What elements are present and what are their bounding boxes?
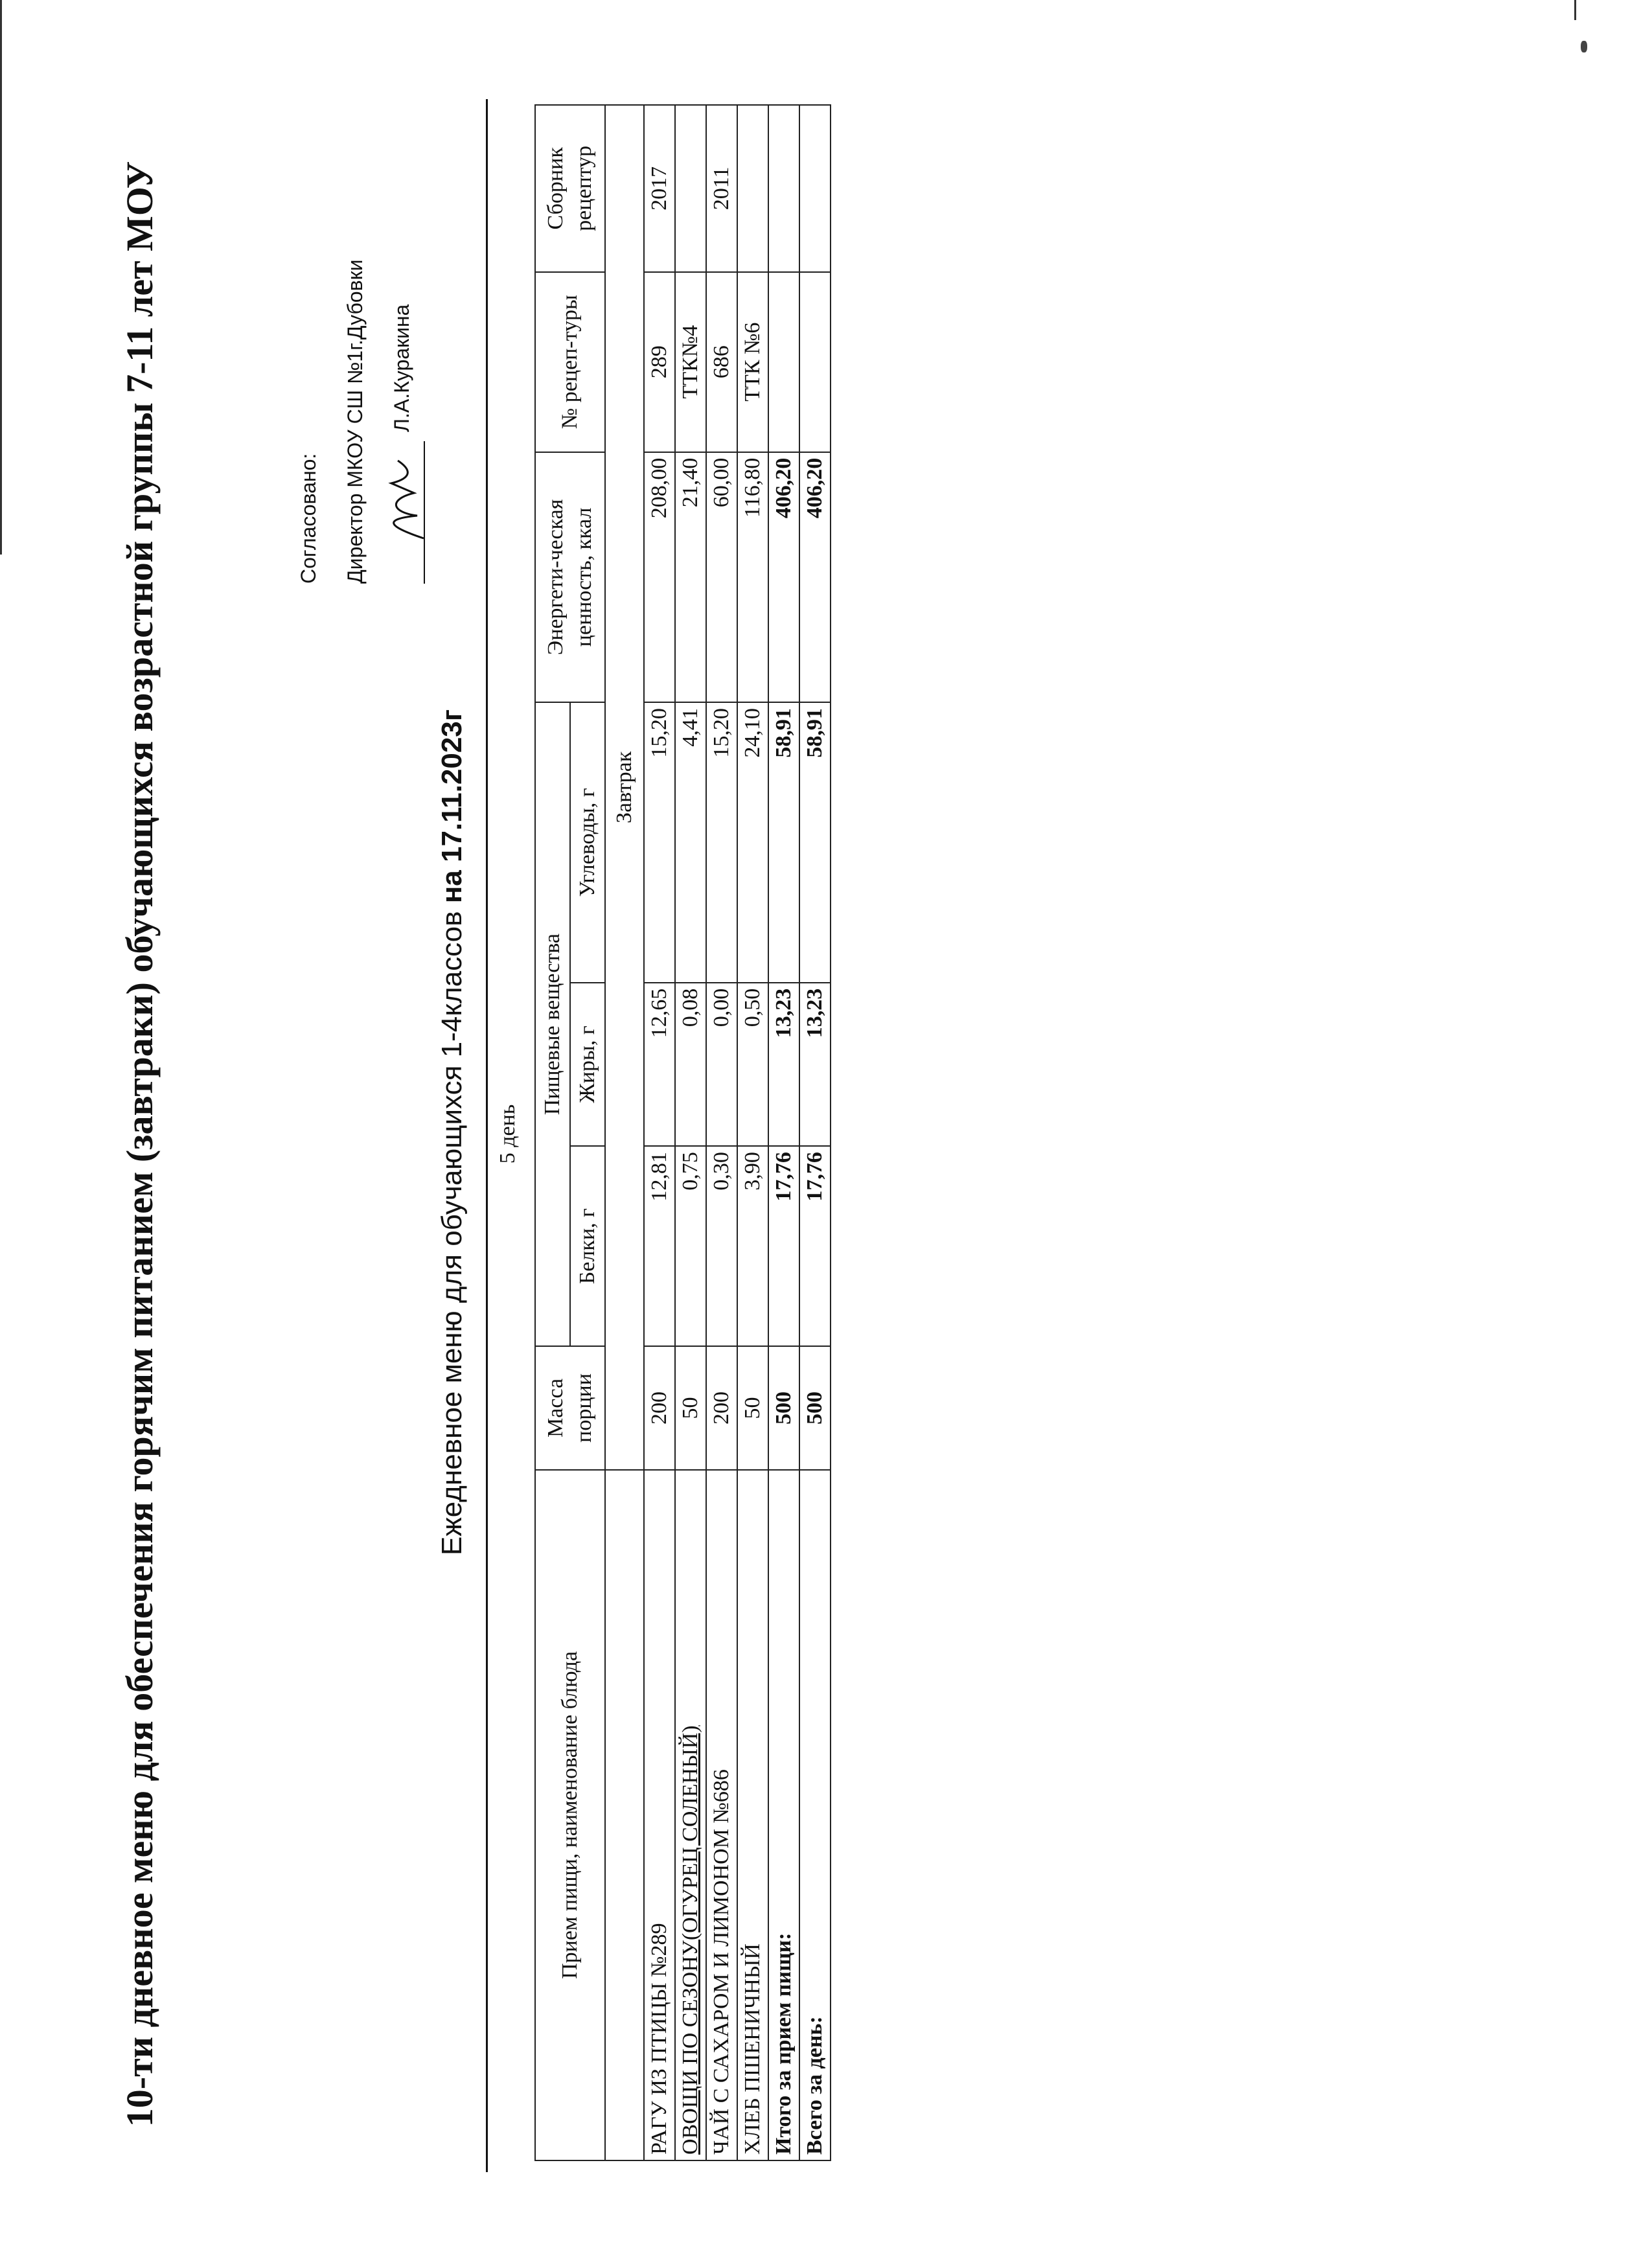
total-row [799, 105, 831, 2160]
signature-line [398, 441, 425, 584]
subtotal-row [768, 105, 799, 2160]
energy: 116,80 [737, 452, 768, 702]
document-title: 10-ти дневное меню для обеспечения горячим питанием (завтраки) обучающихся возрастной группы 7-11 лет МОУ [119, 161, 161, 2127]
fats: 13,23 [768, 983, 799, 1146]
recipe-no: 289 [644, 272, 675, 452]
carbs: 58,91 [799, 702, 831, 983]
table-row [644, 105, 675, 2160]
carbs: 15,20 [644, 702, 675, 983]
energy: 406,20 [768, 452, 799, 702]
header-rule [486, 99, 488, 2172]
fats: 12,65 [644, 983, 675, 1146]
mass: 200 [644, 1346, 675, 1470]
carbs: 24,10 [737, 702, 768, 983]
table-row [706, 105, 737, 2160]
table-row [737, 105, 768, 2160]
fats: 0,00 [706, 983, 737, 1146]
dish-name: ХЛЕБ ПШЕНИЧНЫЙ [737, 1470, 768, 2160]
col-energy: Энергети-ческая ценность, ккал [535, 452, 605, 702]
fats: 13,23 [799, 983, 831, 1146]
proteins: 3,90 [737, 1146, 768, 1346]
mass: 50 [737, 1346, 768, 1470]
recipe-no: ТТК №6 [737, 272, 768, 452]
dish-name: ОВОЩИ ПО СЕЗОНУ(ОГУРЕЦ СОЛЕНЫЙ) [675, 1470, 706, 2160]
col-carbs: Углеводы, г [570, 702, 605, 983]
mass: 50 [675, 1346, 706, 1470]
menu-date: на 17.11.2023г [436, 709, 468, 904]
scan-speck [1581, 41, 1587, 52]
menu-title-text: Ежедневное меню для обучающихся 1-4классов [436, 911, 468, 1555]
col-nutrients: Пищевые вещества [535, 702, 570, 1346]
collection: 2011 [706, 105, 737, 272]
carbs: 4,41 [675, 702, 706, 983]
fats: 0,08 [675, 983, 706, 1146]
signature-row [378, 130, 425, 584]
subtotal-label: Итого за прием пищи: [768, 1470, 799, 2160]
energy: 21,40 [675, 452, 706, 702]
section-label: Завтрак [605, 105, 644, 1470]
approval-position: Директор МКОУ СШ №1г.Дубовки [343, 259, 367, 584]
menu-table [534, 104, 831, 2161]
approval-name: Л.А.Куракина [390, 304, 413, 432]
proteins: 0,30 [706, 1146, 737, 1346]
signature-scribble [378, 454, 430, 545]
collection [675, 105, 706, 272]
section-row [605, 105, 644, 2160]
recipe-no: 686 [706, 272, 737, 452]
fats: 0,50 [737, 983, 768, 1146]
scan-line [0, 0, 2, 555]
col-recipe-no: № рецеп-туры [535, 272, 605, 452]
mass: 500 [799, 1346, 831, 1470]
table-row [675, 105, 706, 2160]
dish-name: ЧАЙ С САХАРОМ И ЛИМОНОМ №686 [706, 1470, 737, 2160]
mass: 500 [768, 1346, 799, 1470]
approval-block [285, 130, 425, 584]
carbs: 15,20 [706, 702, 737, 983]
dish-name: РАГУ ИЗ ПТИЦЫ №289 [644, 1470, 675, 2160]
scan-line [1574, 0, 1576, 20]
energy: 208,00 [644, 452, 675, 702]
col-dish: Прием пищи, наименование блюда [535, 1470, 605, 2160]
proteins: 0,75 [675, 1146, 706, 1346]
energy: 60,00 [706, 452, 737, 702]
header-row [535, 105, 570, 2160]
collection: 2017 [644, 105, 675, 272]
total-label: Всего за день: [799, 1470, 831, 2160]
energy: 406,20 [799, 452, 831, 702]
carbs: 58,91 [768, 702, 799, 983]
recipe-no: ТТК№4 [675, 272, 706, 452]
menu-title [434, 709, 470, 1555]
day-label: 5 день [496, 1104, 520, 1164]
proteins: 17,76 [768, 1146, 799, 1346]
proteins: 12,81 [644, 1146, 675, 1346]
mass: 200 [706, 1346, 737, 1470]
approval-label: Согласовано: [297, 453, 320, 584]
proteins: 17,76 [799, 1146, 831, 1346]
col-collection: Сборник рецептур [535, 105, 605, 272]
col-fats: Жиры, г [570, 983, 605, 1146]
col-proteins: Белки, г [570, 1146, 605, 1346]
collection [737, 105, 768, 272]
col-mass: Масса порции [535, 1346, 605, 1470]
